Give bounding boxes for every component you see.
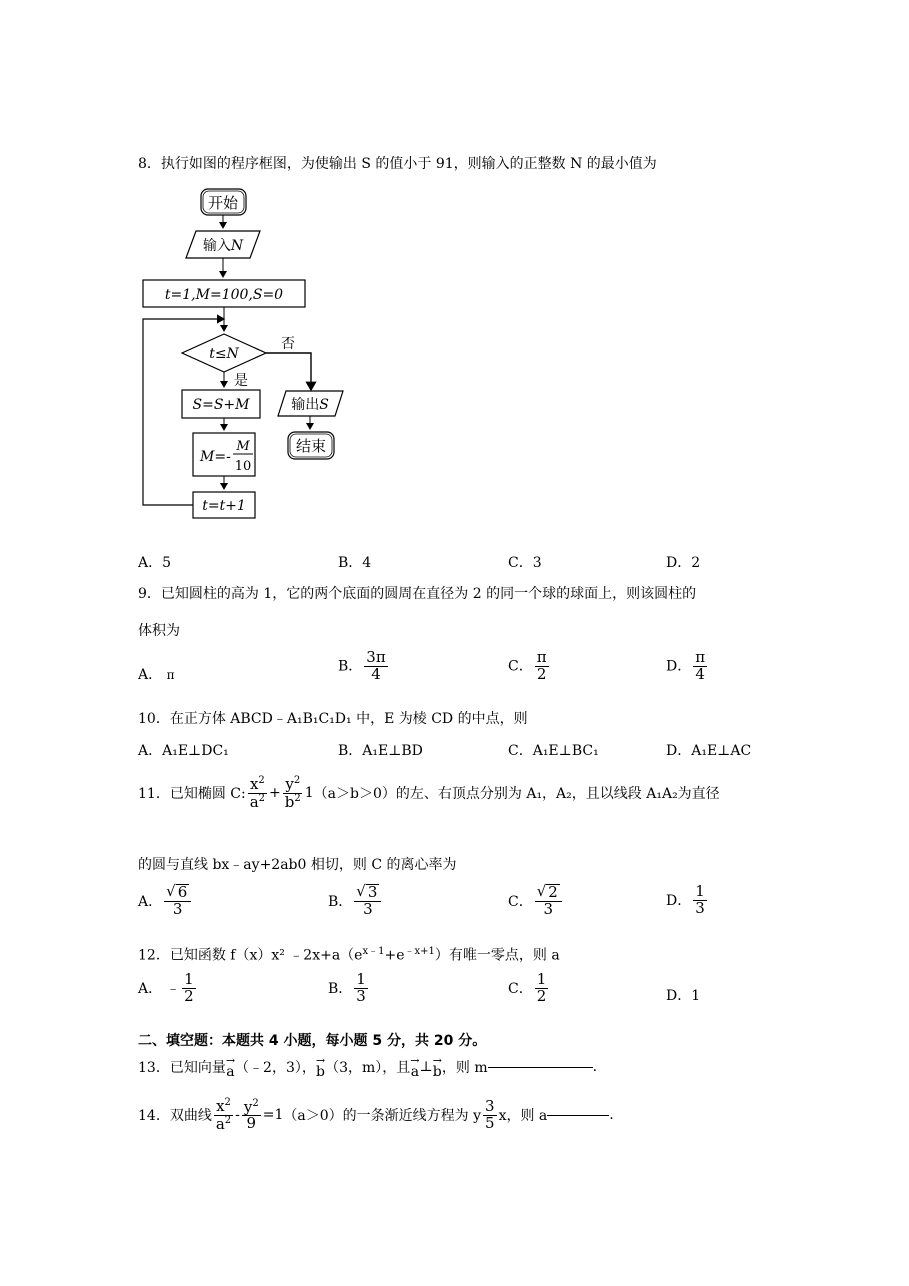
q9-stem-line2: 体积为: [138, 623, 180, 639]
q12-option-a: A． ﹣ $\frac{1}{2}$: [138, 970, 194, 1005]
q12-option-c: C． $\frac{1}{2}$: [508, 970, 547, 1005]
vector-b: → b: [315, 1054, 326, 1080]
flowchart: [138, 180, 368, 525]
q11-option-a: A． √ 6 3: [138, 884, 193, 918]
flow-end-text: 结束: [295, 437, 327, 455]
section-2-heading: 二、填空题：本题共 4 小题，每小题 5 分，共 20 分。: [138, 1033, 487, 1049]
flow-step1-text: S=S+M: [192, 397, 250, 413]
q11-frac-y: $\frac{y^2}{b^2}$: [284, 775, 301, 811]
flow-step2-lhs: M=-: [200, 449, 231, 465]
q10-option-b: B．A₁E⊥BD: [338, 743, 423, 759]
q10-stem: 10．在正方体 ABCD﹣A₁B₁C₁D₁ 中，E 为棱 CD 的中点，则: [138, 711, 528, 727]
q12-option-b: B． $\frac{1}{3}$: [328, 970, 366, 1005]
q14-stem: 14．双曲线 $\frac{x^2}{a^2}$ - $\frac{y^2}{9}$ =1 （a＞0）的一条渐近线方程为 y $\frac{3}{5}$ x，则 a .: [138, 1097, 614, 1133]
q8-option-c: C．3: [508, 555, 542, 571]
q14-answer-blank[interactable]: [547, 1115, 609, 1116]
q13-stem: 13．已知向量 → a （﹣2，3）， → b （3，m），且 → a ⊥ → b ，则 m .: [138, 1054, 598, 1080]
q11-option-c: C． √ 2 3: [508, 884, 564, 918]
q9-option-b: B． $\frac{3\pi}{4}$: [338, 648, 386, 683]
q11-stem: 11．已知椭圆 C: $\frac{x^2}{a^2}$ + $\frac{y^2}{b^2}$ 1 （a＞b＞0）的左、右顶点分别为 A₁，A₂，且以线段 A₁A₂为直径: [138, 775, 720, 811]
q8-option-a: A．5: [138, 555, 172, 571]
vector-a: → a: [225, 1054, 236, 1080]
flow-init-text: t=1,M=100,S=0: [164, 287, 284, 303]
q8-option-b: B．4: [338, 555, 372, 571]
q8-stem: 8．执行如图的程序框图，为使输出 S 的值小于 91，则输入的正整数 N 的最小值为: [138, 156, 657, 172]
q8-option-d: D．2: [666, 555, 701, 571]
q11-line2: 的圆与直线 bx﹣ay+2ab0 相切，则 C 的离心率为: [138, 857, 457, 873]
flow-step3-text: t=t+1: [202, 498, 246, 514]
q12-stem: 12．已知函数 f（x）x² $﹣2x+a(e^{x﹣1}+e^{﹣x+1})$有唯一零点，则 a: [138, 946, 560, 964]
q13-answer-blank[interactable]: [488, 1067, 593, 1068]
q11-option-b: B． √ 3 3: [328, 884, 383, 918]
q11-option-d: D． $\frac{1}{3}$: [666, 882, 705, 917]
q9-option-d: D． $\frac{\pi}{4}$: [666, 648, 706, 683]
q10-option-a: A．A₁E⊥DC₁: [138, 743, 229, 759]
q9-option-c: C． $\frac{\pi}{2}$: [508, 648, 547, 683]
q11-frac-x: $\frac{x^2}{a^2}$: [249, 775, 266, 811]
flow-step2-den: 10: [234, 459, 252, 474]
q9-option-a: A． π: [138, 667, 175, 683]
q10-option-d: D．A₁E⊥AC: [666, 743, 752, 759]
flow-input-text: 输入N: [202, 238, 244, 254]
q10-option-c: C．A₁E⊥BC₁: [508, 743, 599, 759]
q12-option-d: D．1: [666, 988, 701, 1004]
flow-cond-text: t≤N: [209, 346, 239, 362]
flow-output-text: 输出S: [291, 397, 329, 413]
q9-stem-line1: 9．已知圆柱的高为 1，它的两个底面的圆周在直径为 2 的同一个球的球面上，则该圆柱的: [138, 586, 697, 602]
flow-no-label: 否: [281, 336, 295, 352]
flow-yes-label: 是: [234, 373, 248, 389]
flow-start-text: 开始: [207, 194, 239, 212]
flow-step2-num: M: [236, 439, 250, 454]
